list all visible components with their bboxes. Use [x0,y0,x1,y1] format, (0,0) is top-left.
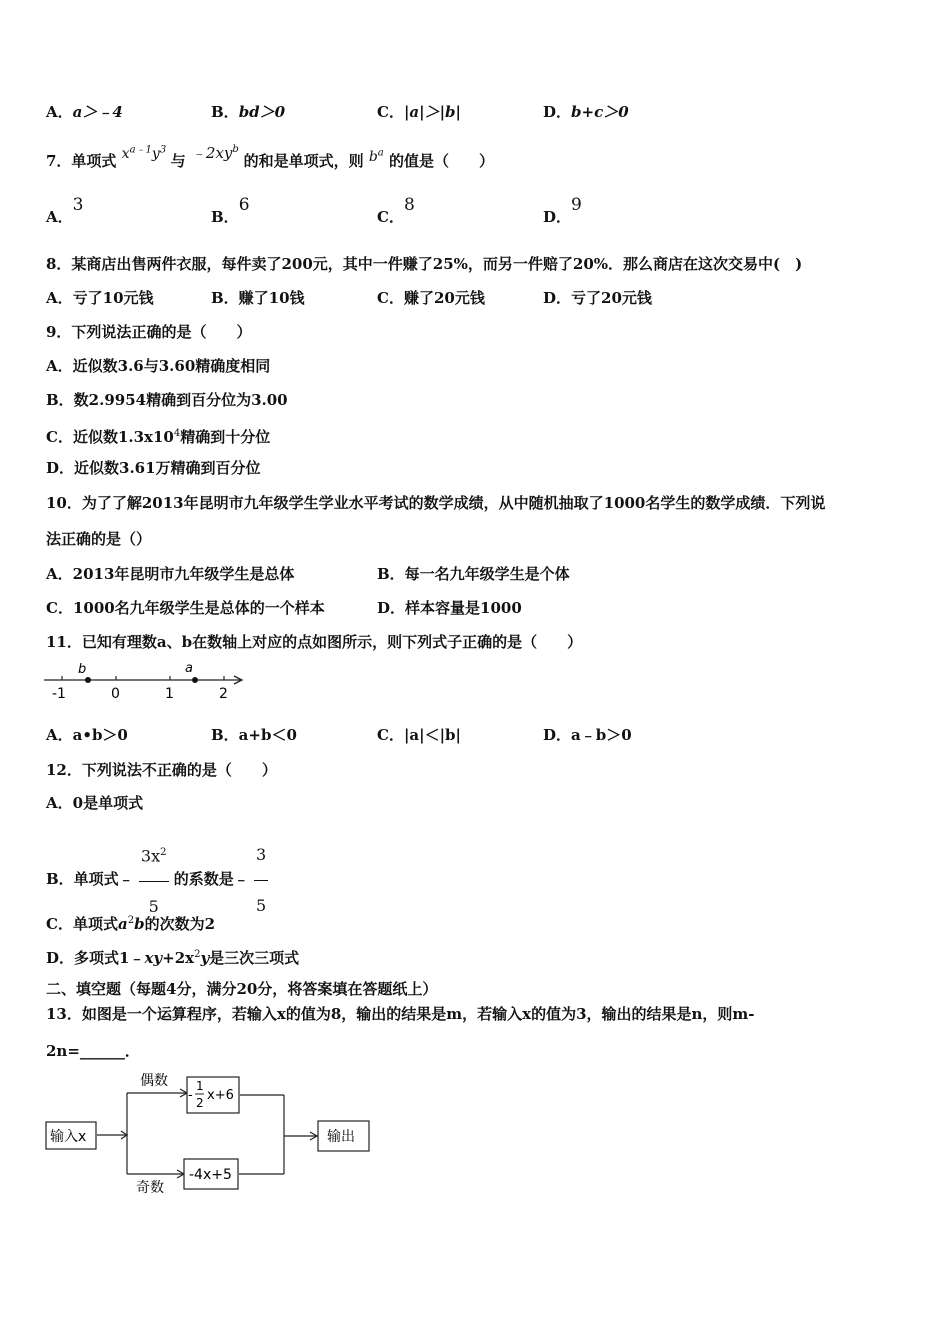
tick-label: 2 [219,686,228,702]
q11-option-c: C．|a|＜|b| [377,726,461,744]
flow-odd-expression: -4x+5 [189,1167,232,1183]
q12-option-b: B．单项式﹣ $\frac{3x^2}{5}$ 的系数是﹣ $\frac{3}{5}$ [46,828,268,932]
point-a-label: a [185,661,193,676]
q10-option-a: A．2013年昆明市九年级学生是总体 [46,565,295,583]
q13-question-line2: 2n=______． [46,1042,140,1060]
q9-option-b: B．数2.9954精确到百分位为3.00 [46,391,288,409]
point-b-label: b [78,662,87,677]
q6-option-c: C．|a|＞|b| [377,103,461,121]
flow-even-denominator: 2 [196,1096,204,1110]
q6-option-b: B．bd＞0 [211,103,286,121]
q9-question: 9．下列说法正确的是（ ） [46,323,252,341]
q12-option-a: A．0是单项式 [46,794,144,812]
q11-option-d: D．a﹣b＞0 [543,726,632,744]
q12-question: 12．下列说法不正确的是（ ） [46,761,277,779]
q8-question: 8．某商店出售两件衣服，每件卖了200元，其中一件赚了25%，而另一件赔了20%．那么商店在这次交易中( ) [46,255,803,273]
q10-question-line1: 10．为了了解2013年昆明市九年级学生学业水平考试的数学成绩，从中随机抽取了1000名学生的数学成绩．下列说 [46,494,826,512]
q10-option-c: C．1000名九年级学生是总体的一个样本 [46,599,325,617]
q7-option-c: C．8 [377,195,415,226]
flow-even-numerator: 1 [196,1079,204,1093]
q9-option-a: A．近似数3.6与3.60精确度相同 [46,357,271,375]
q8-option-b: B．赚了10钱 [211,289,305,307]
q9-option-d: D．近似数3.61万精确到百分位 [46,459,261,477]
q13-question-line1: 13．如图是一个运算程序，若输入x的值为8，输出的结果是m，若输入x的值为3，输出的结果是n，则m- [46,1005,755,1023]
section-heading: 二、填空题（每题4分，满分20分，将答案填在答题纸上） [46,980,438,998]
flow-input-label: 输入x [50,1129,87,1145]
point-a [192,677,198,683]
flow-even-label: 偶数 [140,1073,168,1089]
q7-option-a: A．3 [46,195,84,226]
q7-option-b: B．6 [211,195,250,226]
q6-option-d: D．b+c＞0 [543,103,629,121]
q10-question-line2: 法正确的是（） [46,530,152,548]
flow-even-minus: - [188,1088,193,1103]
q7-option-d: D．9 [543,195,582,226]
q10-option-b: B．每一名九年级学生是个体 [377,565,570,583]
q8-option-a: A．亏了10元钱 [46,289,154,307]
q11-question: 11．已知有理数a、b在数轴上对应的点如图所示，则下列式子正确的是（ ） [46,633,583,651]
point-b [85,677,91,683]
q11-option-a: A．a•b＞0 [46,726,128,744]
q8-option-c: C．赚了20元钱 [377,289,485,307]
tick-label: 0 [111,686,120,702]
number-line-figure [40,658,255,704]
flowchart-figure [40,1066,380,1198]
flow-output-label: 输出 [327,1129,355,1145]
q11-option-b: B．a+b＜0 [211,726,297,744]
q12-option-c: C．单项式$a^2b$的次数为2 [46,915,215,933]
q7-question: 7．单项式 $x^{a﹣1}y^3$ 与 $﹣2xy^b$ 的和是单项式，则 $b^a$ 的值是（ ） [46,144,495,170]
tick-label: 1 [165,686,174,702]
q10-option-d: D．样本容量是1000 [377,599,522,617]
tick-label: -1 [52,686,66,702]
flow-even-expression: x+6 [207,1088,234,1103]
flow-odd-label: 奇数 [136,1180,164,1196]
q12-option-d: D．多项式$1﹣xy+2x^2y$是三次三项式 [46,949,300,967]
fraction: $\frac{3}{5}$ [254,830,268,931]
q8-option-d: D．亏了20元钱 [543,289,652,307]
fraction: $\frac{3x^2}{5}$ [139,828,169,932]
q6-option-a: A．a＞﹣4 [46,103,123,121]
q9-option-c: C．近似数$1.3x10^4$精确到十分位 [46,428,271,446]
